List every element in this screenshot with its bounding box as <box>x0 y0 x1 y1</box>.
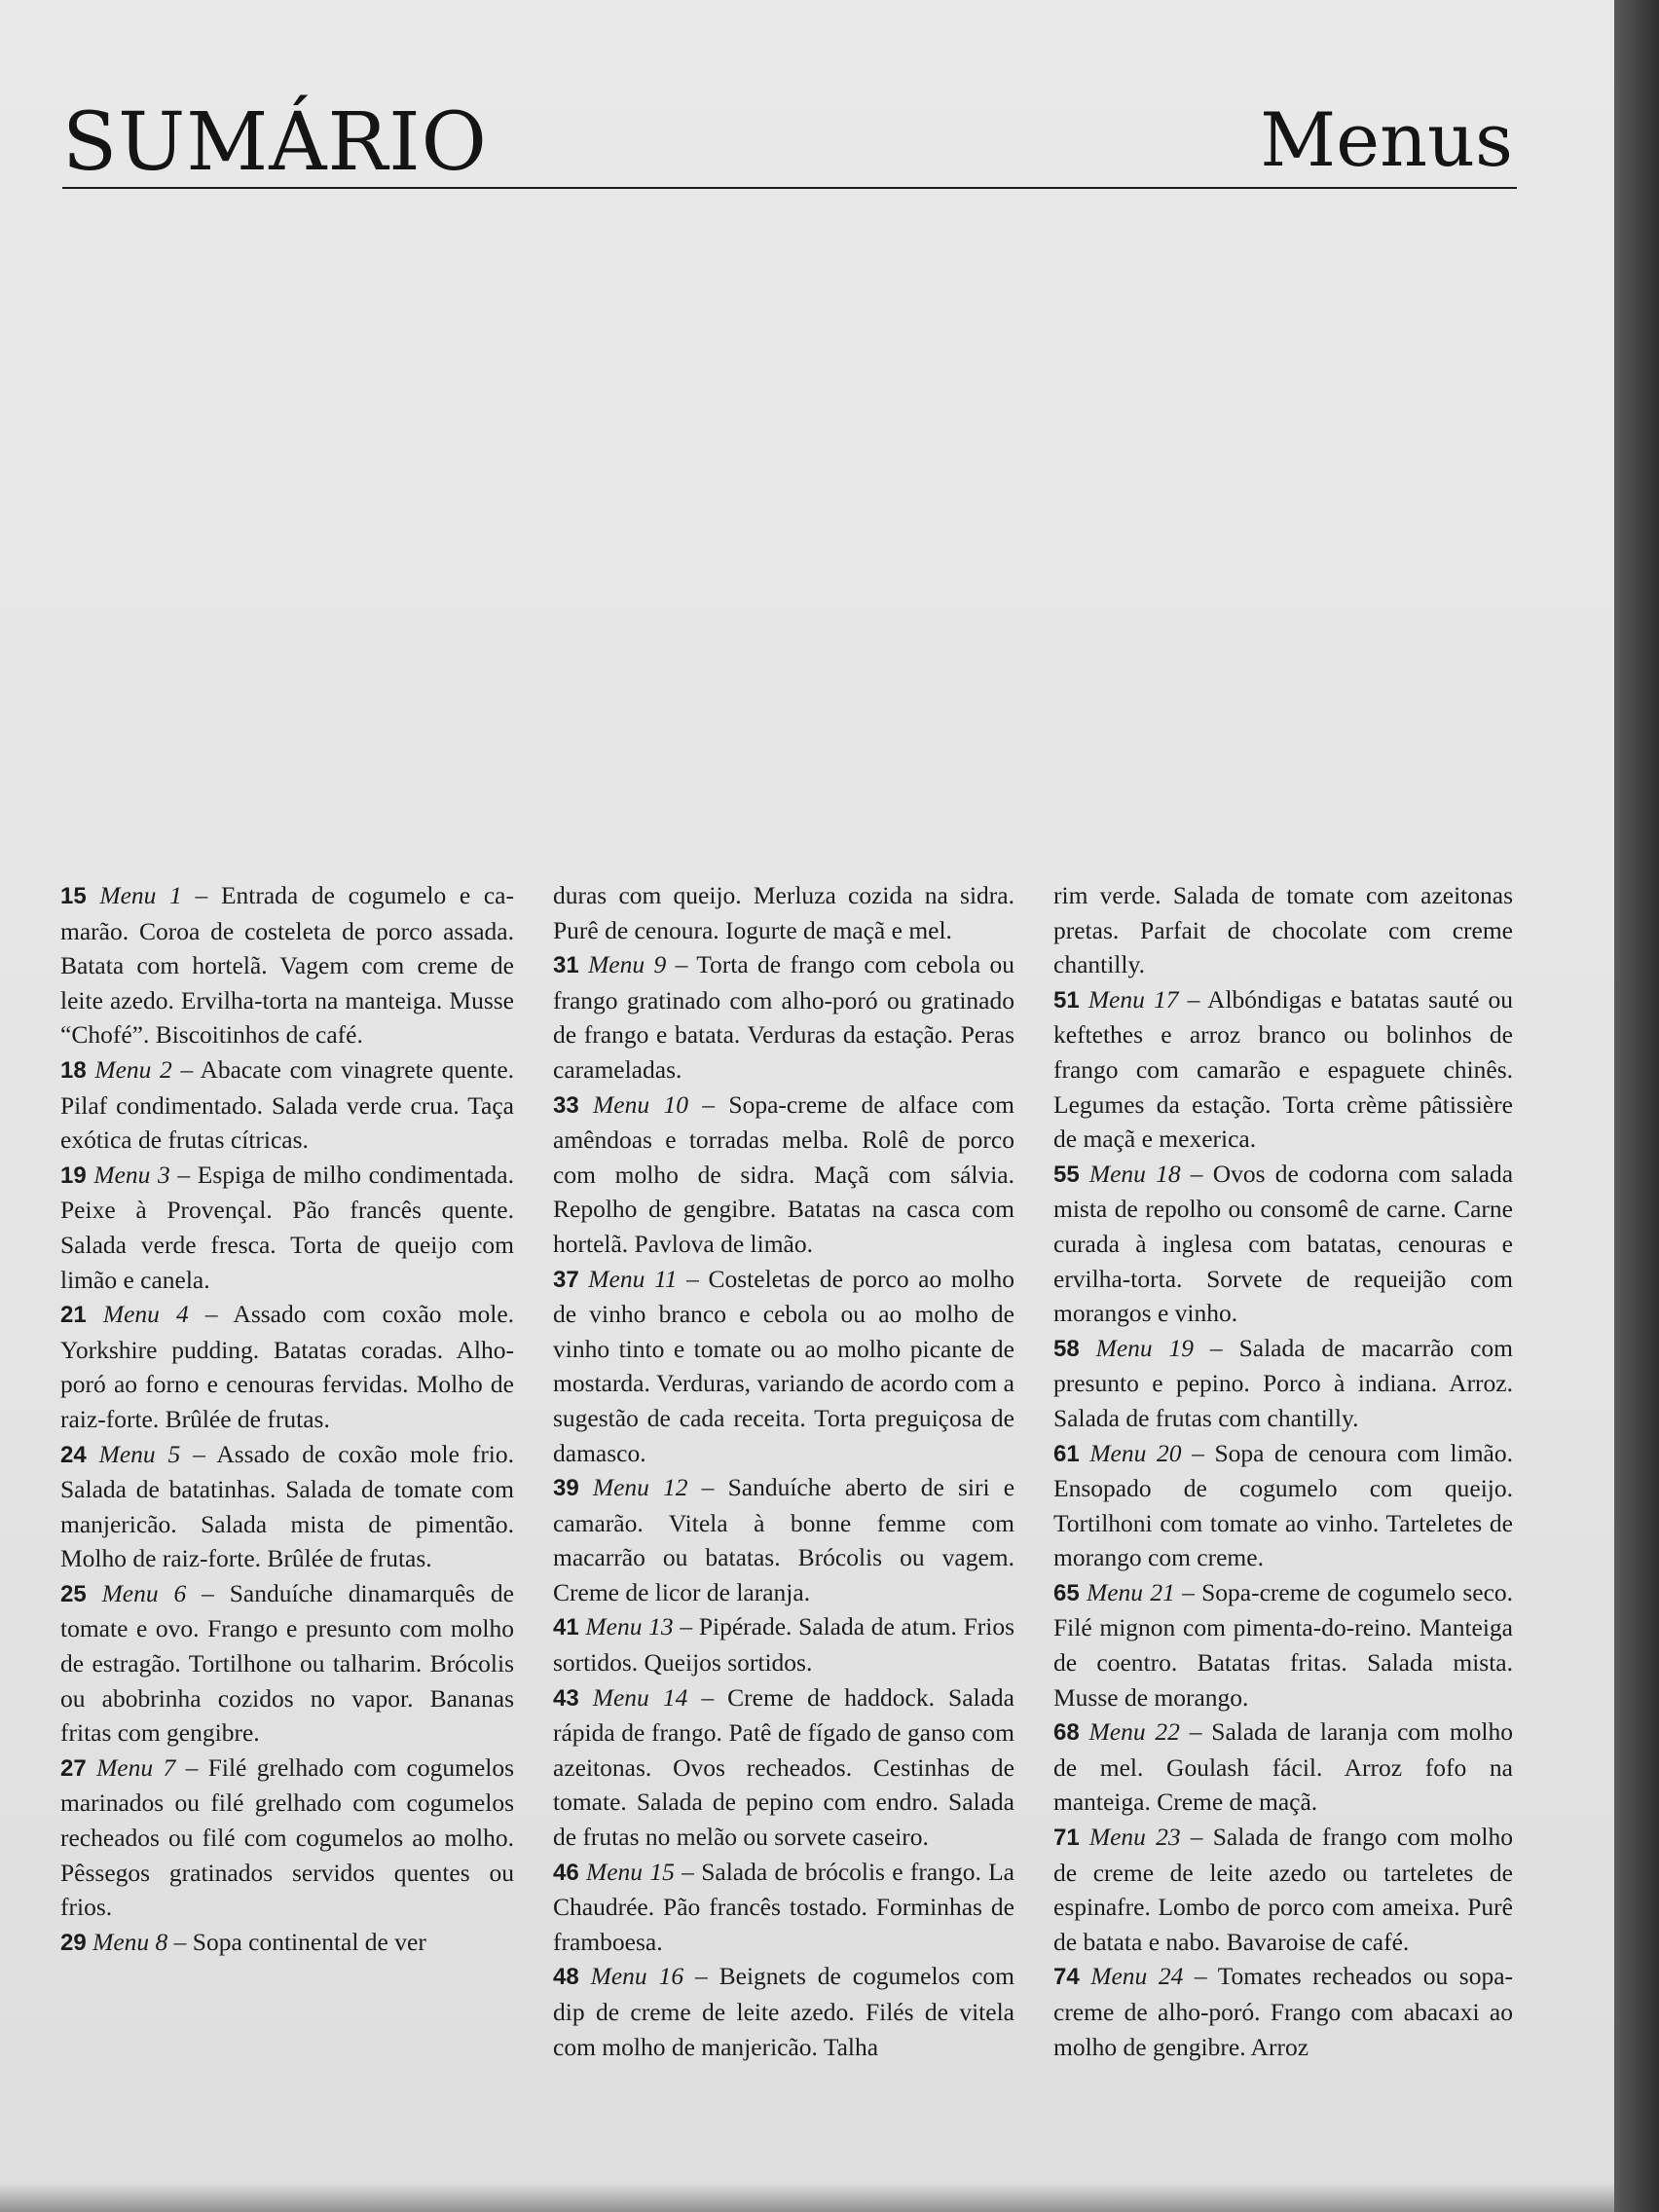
entry-description: Abacate com vinagrete quente. Pilaf condimentado. Salada verde crua. Taça exótica de frutas cítricas. <box>60 1054 515 1155</box>
entry-page-number: 21 <box>60 1302 87 1329</box>
entry-menu-label: Menu 17 <box>1088 984 1179 1014</box>
entry-page-number: 18 <box>60 1056 87 1084</box>
entry-menu-label: Menu 5 <box>98 1439 181 1468</box>
contents-entry: 55 Menu 18 – Ovos de codorna com salada mista de repolho ou consomê de carne. Carne curada à inglesa com batatas, cenouras e ervilha-torta. Sorvete de requeijão com morangos e vinho. <box>1053 1159 1514 1328</box>
entry-menu-label: Menu 2 <box>94 1054 172 1084</box>
contents-entry: 71 Menu 23 – Salada de frango com molho de creme de leite azedo ou tarteletes de espinafre. Lombo de porco com ameixa. Purê de batata e nabo. Bavaroise de café. <box>1053 1823 1514 1956</box>
entry-menu-label: Menu 4 <box>102 1300 189 1329</box>
entry-menu-label: Menu 14 <box>592 1682 688 1712</box>
entry-page-number: 15 <box>60 883 87 909</box>
contents-column-3 <box>1053 878 1513 2064</box>
entry-description: Torta de frango com cebola ou frango gratinado com alho-poró ou gratinado de frango e batata. Verduras da estação. Peras carameladas. <box>553 950 1014 1084</box>
entry-page-number: 74 <box>1053 1964 1080 1991</box>
contents-entry: 29 Menu 8 – Sopa continental de ver <box>60 1927 426 1956</box>
contents-column-1 <box>60 878 514 1960</box>
entry-menu-label: Menu 15 <box>586 1857 675 1886</box>
contents-entry: 31 Menu 9 – Torta de frango com cebola ou frango gratinado com alho-poró ou gratinado de frango e batata. Verduras da estação. Peras carameladas. <box>553 950 1014 1084</box>
bottom-shadow <box>0 2183 1614 2212</box>
entry-page-number: 55 <box>1053 1161 1080 1188</box>
entry-page-number: 46 <box>553 1859 579 1886</box>
contents-entry: 21 Menu 4 – Assado com coxão mole. Yorkshire pudding. Batatas coradas. Alho-poró ao forno e cenouras fervidas. Molho de raiz-forte. Brûlée de frutas. <box>60 1300 515 1433</box>
contents-entry: 25 Menu 6 – Sanduíche dinamarquês de tomate e ovo. Frango e presunto com molho de estragão. Tortilhone ou talharim. Brócolis ou abobrinha cozidos no vapor. Bananas fritas com gengibre. <box>60 1578 514 1748</box>
entry-menu-label: Menu 20 <box>1089 1438 1182 1467</box>
entry-menu-label: Menu 9 <box>588 950 667 979</box>
contents-entry: 24 Menu 5 – Assado de coxão mole frio. Salada de batatinhas. Salada de tomate com manjericão. Salada mista de pimentão. Molho de raiz-forte. Brûlée de frutas. <box>60 1439 515 1573</box>
entry-description: Tomates recheados ou sopa-creme de alho-poró. Frango com abacaxi ao molho de gengibre. Arroz <box>1053 1962 1513 2061</box>
entry-description: Filé grelhado com cogumelos marinados ou filé grelhado com cogumelos recheados ou filé com cogumelos ao molho. Pêssegos gratinados servidos quentes ou frios. <box>60 1752 515 1922</box>
entry-menu-label: Menu 12 <box>592 1473 688 1502</box>
page-header <box>62 97 1517 189</box>
entry-page-number: 61 <box>1053 1440 1080 1467</box>
entry-menu-label: Menu 23 <box>1088 1823 1181 1852</box>
entry-page-number: 31 <box>553 952 579 979</box>
entry-page-number: 29 <box>60 1929 87 1956</box>
entry-menu-label: Menu 11 <box>588 1264 678 1293</box>
entry-description: Entrada de cogumelo e camarão. Coroa de costeleta de porco assada. Batata com hortelã. Vagem com creme de leite azedo. Ervilha-torta na manteiga. Musse “Chofé”. Biscoitinhos de café. <box>60 881 514 1050</box>
entry-description: Salada de frango com molho de creme de leite azedo ou tarteletes de espinafre. Lombo de porco com ameixa. Purê de batata e nabo. Bavaroise de café. <box>1053 1823 1514 1956</box>
entry-description: Sanduíche aberto de siri e camarão. Vitela à bonne femme com macarrão ou batatas. Brócolis ou vagem. Creme de licor de laranja. <box>553 1473 1015 1606</box>
contents-entry: 61 Menu 20 – Sopa de cenoura com limão. Ensopado de cogumelo com queijo. Tortilhoni com tomate ao vinho. Tarteletes de morango com creme. <box>1053 1438 1513 1572</box>
entry-page-number: 71 <box>1053 1825 1080 1852</box>
contents-entry: 74 Menu 24 – Tomates recheados ou sopa-creme de alho-poró. Frango com abacaxi ao molho de gengibre. Arroz <box>1053 1962 1513 2061</box>
entry-menu-label: Menu 24 <box>1090 1962 1184 1991</box>
contents-entry <box>553 878 1014 947</box>
entry-menu-label: Menu 6 <box>101 1578 187 1607</box>
entry-description: rim verde. Salada de tomate com azeitonas pretas. Parfait de chocolate com creme chantilly. <box>1053 881 1513 979</box>
entry-menu-label: Menu 3 <box>93 1160 170 1189</box>
contents-entry: 43 Menu 14 – Creme de haddock. Salada rápida de frango. Patê de fígado de ganso com azeitonas. Ovos recheados. Cestinhas de tomate. Salada de pepino com endro. Salada de frutas no melão ou sorvete caseiro. <box>553 1682 1014 1852</box>
entry-page-number: 27 <box>60 1754 87 1782</box>
entry-description: Salada de macarrão com presunto e pepino. Porco à indiana. Arroz. Salada de frutas com chantilly. <box>1053 1333 1514 1432</box>
entry-page-number: 48 <box>553 1964 579 1991</box>
entry-page-number: 68 <box>1053 1719 1080 1747</box>
entry-description: duras com queijo. Merluza cozida na sidra. Purê de cenoura. Iogurte de maçã e mel. <box>553 881 1014 944</box>
section-title: Menus <box>1260 96 1513 183</box>
entry-description: Assado com coxão mole. Yorkshire pudding. Batatas coradas. Alho-poró ao forno e cenouras fervidas. Molho de raiz-forte. Brûlée de frutas. <box>60 1300 515 1433</box>
entry-menu-label: Menu 7 <box>96 1752 176 1782</box>
entry-menu-label: Menu 16 <box>590 1962 684 1991</box>
contents-entry: 18 Menu 2 – Abacate com vinagrete quente. Pilaf condimentado. Salada verde crua. Taça exótica de frutas cítricas. <box>60 1054 515 1155</box>
contents-entry: 27 Menu 7 – Filé grelhado com cogumelos marinados ou filé grelhado com cogumelos recheados ou filé com cogumelos ao molho. Pêssegos gratinados servidos quentes ou frios. <box>60 1752 515 1922</box>
contents-entry <box>1053 878 1513 982</box>
contents-entry: 68 Menu 22 – Salada de laranja com molho de mel. Goulash fácil. Arroz fofo na manteiga. Creme de maçã. <box>1053 1717 1513 1817</box>
entry-page-number: 65 <box>1053 1579 1080 1606</box>
entry-page-number: 51 <box>1053 986 1080 1014</box>
entry-page-number: 24 <box>60 1441 87 1468</box>
entry-description: Sopa-creme de alface com amêndoas e torradas melba. Rolê de porco com molho de sidra. Maçã com sálvia. Repolho de gengibre. Batatas na casca com hortelã. Pavlova de limão. <box>553 1089 1015 1258</box>
entry-page-number: 37 <box>553 1266 579 1293</box>
entry-description: Sopa de cenoura com limão. Ensopado de cogumelo com queijo. Tortilhoni com tomate ao vinho. Tarteletes de morango com creme. <box>1053 1438 1513 1572</box>
entry-description: Salada de laranja com molho de mel. Goulash fácil. Arroz fofo na manteiga. Creme de maçã. <box>1053 1717 1513 1817</box>
entry-page-number: 19 <box>60 1161 87 1189</box>
contents-entry: 51 Menu 17 – Albóndigas e batatas sauté ou keftethes e arroz branco ou bolinhos de frango com camarão e espaguete chinês. Legumes da estação. Torta crème pâtissière de maçã e mexerica. <box>1053 984 1514 1154</box>
entry-page-number: 58 <box>1053 1335 1080 1362</box>
entry-description: Costeletas de porco ao molho de vinho branco e cebola ou ao molho de vinho tinto e tomate ou ao molho picante de mostarda. Verduras, variando de acordo com a sugestão de cada receita. Torta preguiçosa de damasco. <box>553 1264 1015 1467</box>
entry-menu-label: Menu 22 <box>1088 1717 1180 1747</box>
contents-entry: 65 Menu 21 – Sopa-creme de cogumelo seco. Filé mignon com pimenta-do-reino. Manteiga de coentro. Batatas fritas. Salada mista. Musse de morango. <box>1053 1577 1514 1712</box>
page-edge-shadow <box>1614 0 1659 2212</box>
contents-entry: 19 Menu 3 – Espiga de milho condimentada. Peixe à Provençal. Pão francês quente. Salada verde fresca. Torta de queijo com limão e canela. <box>60 1160 515 1294</box>
entry-description: Pipérade. Salada de atum. Frios sortidos. Queijos sortidos. <box>553 1612 1015 1677</box>
entry-description: Salada de brócolis e frango. La Chaudrée. Pão francês tostado. Forminhas de framboesa. <box>553 1857 1015 1956</box>
entry-description: Espiga de milho condimentada. Peixe à Provençal. Pão francês quente. Salada verde fresca. Torta de queijo com limão e canela. <box>60 1160 515 1294</box>
entry-menu-label: Menu 18 <box>1088 1159 1181 1188</box>
entry-menu-label: Menu 10 <box>593 1089 688 1119</box>
contents-entry: 41 Menu 13 – Pipérade. Salada de atum. Frios sortidos. Queijos sortidos. <box>553 1612 1015 1677</box>
entry-description: Albóndigas e batatas sauté ou keftethes e arroz branco ou bolinhos de frango com camarão e espaguete chinês. Legumes da estação. Torta crème pâtissière de maçã e mexerica. <box>1053 984 1514 1154</box>
contents-entry: 48 Menu 16 – Beignets de cogumelos com dip de creme de leite azedo. Filés de vitela com molho de manjericão. Talha <box>553 1962 1015 2061</box>
entry-page-number: 39 <box>553 1475 579 1502</box>
entry-menu-label: Menu 13 <box>585 1612 674 1641</box>
entry-menu-label: Menu 8 <box>92 1927 168 1956</box>
entry-description: Ovos de codorna com salada mista de repolho ou consomê de carne. Carne curada à inglesa com batatas, cenouras e ervilha-torta. Sorvete de requeijão com morangos e vinho. <box>1053 1159 1514 1328</box>
contents-entry: 39 Menu 12 – Sanduíche aberto de siri e camarão. Vitela à bonne femme com macarrão ou batatas. Brócolis ou vagem. Creme de licor de laranja. <box>553 1473 1015 1606</box>
entry-page-number: 43 <box>553 1684 579 1712</box>
entry-description: Sanduíche dinamarquês de tomate e ovo. Frango e presunto com molho de estragão. Tortilhone ou talharim. Brócolis ou abobrinha cozidos no vapor. Bananas fritas com gengibre. <box>60 1578 514 1748</box>
contents-entry: 15 Menu 1 – Entrada de cogumelo e camarão. Coroa de costeleta de porco assada. Batata com hortelã. Vagem com creme de leite azedo. Ervilha-torta na manteiga. Musse “Chofé”. Biscoitinhos de café. <box>60 881 514 1050</box>
entry-menu-label: Menu 21 <box>1086 1577 1175 1606</box>
entry-description: Assado de coxão mole frio. Salada de batatinhas. Salada de tomate com manjericão. Salada mista de pimentão. Molho de raiz-forte. Brûlée de frutas. <box>60 1439 515 1573</box>
entry-page-number: 25 <box>60 1580 87 1607</box>
entry-page-number: 41 <box>553 1614 579 1641</box>
contents-column-2 <box>553 878 1014 2064</box>
entry-description: Creme de haddock. Salada rápida de frango. Patê de fígado de ganso com azeitonas. Ovos recheados. Cestinhas de tomate. Salada de pepino com endro. Salada de frutas no melão ou sorvete caseiro. <box>553 1682 1014 1852</box>
entry-menu-label: Menu 1 <box>99 881 182 909</box>
entry-menu-label: Menu 19 <box>1095 1333 1195 1362</box>
page-title: SUMÁRIO <box>62 96 488 189</box>
contents-entry: 46 Menu 15 – Salada de brócolis e frango. La Chaudrée. Pão francês tostado. Forminhas de framboesa. <box>553 1857 1015 1956</box>
contents-entry: 58 Menu 19 – Salada de macarrão com presunto e pepino. Porco à indiana. Arroz. Salada de frutas com chantilly. <box>1053 1333 1514 1432</box>
entry-description: Sopa continental de ver <box>192 1927 426 1956</box>
entry-description: Beignets de cogumelos com dip de creme de leite azedo. Filés de vitela com molho de manjericão. Talha <box>553 1962 1015 2061</box>
entry-description: Sopa-creme de cogumelo seco. Filé mignon com pimenta-do-reino. Manteiga de coentro. Batatas fritas. Salada mista. Musse de morango. <box>1053 1577 1514 1712</box>
contents-entry: 37 Menu 11 – Costeletas de porco ao molho de vinho branco e cebola ou ao molho de vinho tinto e tomate ou ao molho picante de mostarda. Verduras, variando de acordo com a sugestão de cada receita. Torta preguiçosa de damasco. <box>553 1264 1015 1467</box>
entry-page-number: 33 <box>553 1091 579 1119</box>
contents-entry: 33 Menu 10 – Sopa-creme de alface com amêndoas e torradas melba. Rolê de porco com molho de sidra. Maçã com sálvia. Repolho de gengibre. Batatas na casca com hortelã. Pavlova de limão. <box>553 1089 1015 1258</box>
